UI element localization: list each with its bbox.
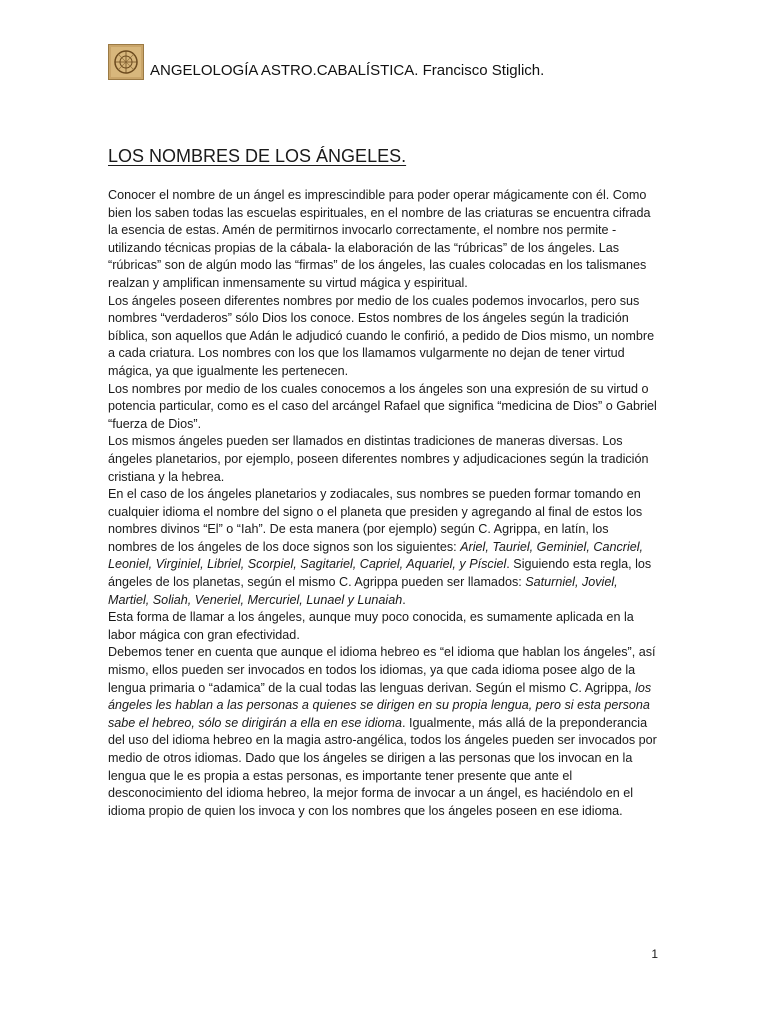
seal-emblem-graphic [111, 47, 141, 77]
paragraph: Conocer el nombre de un ángel es imprescindible para poder operar mágicamente con él. Como bien los saben todas las escuelas espirituales, en el nombre de las criaturas se encuentra cifrada la esencia de estas. Amén de permitirnos invocarlo correctamente, el nombre nos permite -utilizando técnicas propias de la cábala- la elaboración de las “rúbricas” de los ángeles. Las “rúbricas” son de algún modo las “firmas” de los ángeles, las cuales colocadas en los talismanes realzan y amplifican inmensamente su virtud mágica y espiritual. [108, 188, 651, 290]
page-title: LOS NOMBRES DE LOS ÁNGELES. [108, 146, 407, 166]
planetary-angel-names: Saturniel, Joviel, Martiel, Soliah, Veneriel, Mercuriel, Lunael y Lunaiah [108, 575, 618, 607]
body-text [108, 187, 660, 820]
paragraph-text: Debemos tener en cuenta que aunque el idioma hebreo es “el idioma que hablan los ángeles”, así mismo, ellos pueden ser invocados en todos los idiomas, ya que cada idioma posee algo de la lengua primaria o “adamica” de la cual todas las lenguas derivan. Según el mismo C. Agrippa, [108, 645, 656, 695]
paragraph [108, 486, 660, 609]
paragraph: Los ángeles poseen diferentes nombres por medio de los cuales podemos invocarlos, pero sus nombres “verdaderos” sólo Dios los conoce. Estos nombres de los ángeles según la tradición bíblica, son aquellos que Adán le adjudicó cuando le confirió, a pedido de Dios mismo, un nombre a cada criatura. Los nombres con los que los llamamos vulgarmente no dejan de tener virtud mágica, ya que igualmente les pertenecen. [108, 293, 655, 378]
page-header [108, 42, 708, 82]
page-number: 1 [651, 947, 658, 961]
agrippa-quote: los ángeles les hablan a las personas a quienes se dirigen en su propia lengua, pero si esta persona sabe el hebreo, sólo se dirigirán a ella en ese idioma [108, 680, 652, 730]
paragraph-text: . [402, 592, 406, 607]
paragraph [108, 644, 660, 820]
paragraph: Los mismos ángeles pueden ser llamados en distintas tradiciones de maneras diversas. Los ángeles planetarios, por ejemplo, poseen diferentes nombres y adjudicaciones según la tradición cristiana y la hebrea. [108, 434, 649, 484]
paragraph: Los nombres por medio de los cuales conocemos a los ángeles son una expresión de su virtud o potencia particular, como es el caso del arcángel Rafael que significa “medicina de Dios” o Gabriel “fuerza de Dios”. [108, 381, 657, 431]
zodiac-angel-names: Ariel, Tauriel, Geminiel, Cancriel, Leoniel, Virginiel, Libriel, Scorpiel, Sagitariel, Capriel, Aquariel, y Písciel [108, 539, 644, 572]
header-title: ANGELOLOGÍA ASTRO.CABALÍSTICA. Francisco Stiglich. [150, 61, 545, 79]
paragraph: Esta forma de llamar a los ángeles, aunque muy poco conocida, es sumamente aplicada en la labor mágica con gran efectividad. [108, 610, 634, 642]
paragraph-text: . Siguiendo esta regla, los ángeles de los planetas, según el mismo C. Agrippa pueden ser llamados: [108, 557, 652, 590]
paragraph-text: En el caso de los ángeles planetarios y zodiacales, sus nombres se pueden formar tomando en cualquier idioma el nombre del signo o el planeta que presiden y agregando al final de estos los nombres divinos “El” o “Iah”. De esta manera (por ejemplo) según C. Agrippa, en latín, los nombres de los ángeles de los doce signos son los siguientes: [108, 487, 643, 554]
paragraph-text: . Igualmente, más allá de la preponderancia del uso del idioma hebreo en la magia astro-angélica, todos los ángeles pueden ser invocados por medio de otros idiomas. Dado que los ángeles se dirigen a las personas que los invocan en la lengua que le es propia a estas personas, es importante tener presente que ante el desconocimiento del idioma hebreo, la mejor forma de invocar a un ángel, es haciéndolo en el idioma propio de quien los invoca y con los nombres que los ángeles poseen en ese idioma. [108, 715, 657, 818]
seal-emblem-icon [108, 44, 144, 80]
